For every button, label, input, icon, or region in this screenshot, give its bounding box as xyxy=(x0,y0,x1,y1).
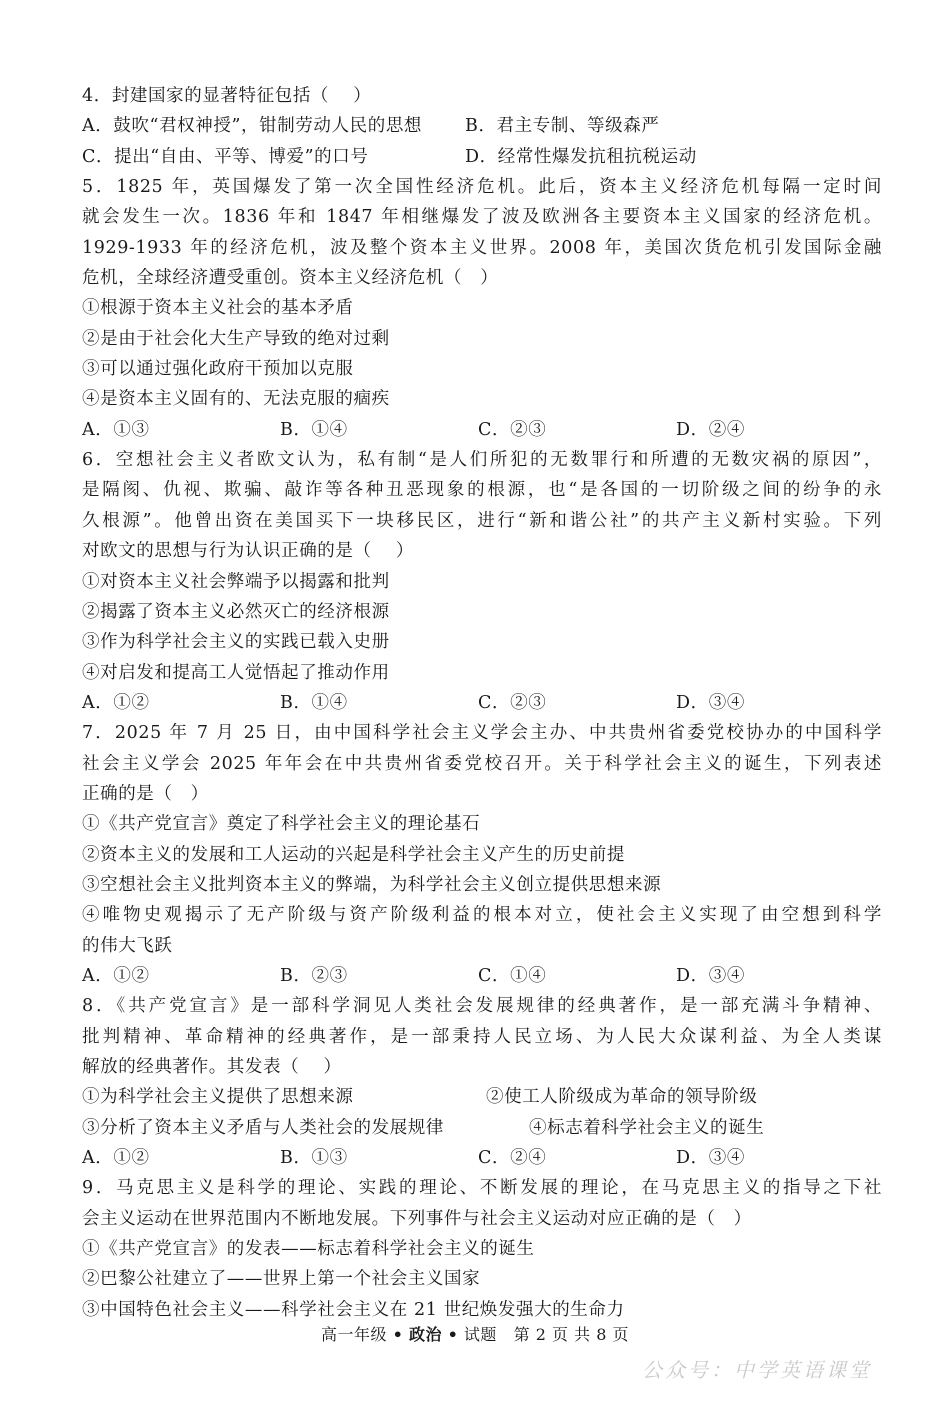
q8-option-a: A．①② xyxy=(82,1148,150,1169)
q7-option-c: C．①④ xyxy=(478,965,547,986)
q6-item-1: ①对资本主义社会弊端予以揭露和批判 xyxy=(82,571,390,592)
exam-page xyxy=(82,81,882,1325)
q7-stem-line-2: 社会主义学会 2025 年年会在中共贵州省委党校召开。关于科学社会主义的诞生，下列表述 xyxy=(82,753,882,774)
q5-stem-line-3: 1929-1933 年的经济危机，波及整个资本主义世界。2008 年，美国次货危机引发国际金融 xyxy=(82,237,882,258)
q7-item-1: ①《共产党宣言》奠定了科学社会主义的理论基石 xyxy=(82,814,481,835)
q5-item-1: ①根源于资本主义社会的基本矛盾 xyxy=(82,298,354,319)
q5-stem-line-1: 5．1825 年，英国爆发了第一次全国性经济危机。此后，资本主义经济危机每隔一定时间 xyxy=(82,177,882,198)
q6-option-a: A．①② xyxy=(82,692,150,713)
q8-option-b: B．①③ xyxy=(280,1148,348,1169)
q4-stem: 4．封建国家的显著特征包括（ ） xyxy=(82,86,372,106)
q8-item-4: ④标志着科学社会主义的诞生 xyxy=(529,1117,765,1138)
page-footer: 高一年级 • 政治 • 试题 第 2 页 共 8 页 xyxy=(321,1325,629,1344)
q6-stem-line-3: 久根源”。他曾出资在美国买下一块移民区，进行“新和谐公社”的共产主义新村实验。下列 xyxy=(82,510,882,531)
q9-item-1: ①《共产党宣言》的发表——标志着科学社会主义的诞生 xyxy=(82,1239,535,1260)
q7-options xyxy=(82,961,882,991)
q6-option-d: D．③④ xyxy=(676,692,745,713)
q8-item-2: ②使工人阶级成为革命的领导阶级 xyxy=(486,1087,758,1108)
q6-stem-line-2: 是隔阂、仇视、欺骗、敲诈等各种丑恶现象的根源，也“是各国的一切阶级之间的纷争的永 xyxy=(82,480,882,501)
q6-options xyxy=(82,688,882,718)
q6-option-c: C．②③ xyxy=(478,692,547,713)
q6-item-3: ③作为科学社会主义的实践已载入史册 xyxy=(82,632,390,653)
q9-item-3: ③中国特色社会主义——科学社会主义在 21 世纪焕发强大的生命力 xyxy=(82,1299,625,1320)
q8-option-d: D．③④ xyxy=(676,1148,745,1169)
q9-stem-line-1: 9．马克思主义是科学的理论、实践的理论、不断发展的理论，在马克思主义的指导之下社 xyxy=(82,1178,882,1199)
q5-stem-line-2: 就会发生一次。1836 年和 1847 年相继爆发了波及欧洲各主要资本主义国家的经济危机。 xyxy=(82,207,882,228)
q8-option-c: C．②④ xyxy=(478,1148,547,1169)
q7-option-d: D．③④ xyxy=(676,965,745,986)
q9-item-2: ②巴黎公社建立了——世界上第一个社会主义国家 xyxy=(82,1269,481,1290)
q8-items-row-2 xyxy=(82,1113,882,1143)
q8-stem-line-1: 8．《共产党宣言》是一部科学洞见人类社会发展规律的经典著作，是一部充满斗争精神、 xyxy=(82,996,882,1017)
q4-option-b: B．君主专制、等级森严 xyxy=(465,116,660,137)
footer-subject: 政治 xyxy=(408,1325,442,1344)
q4-option-a: A．鼓吹“君权神授”，钳制劳动人民的思想 xyxy=(82,116,423,137)
q6-item-4: ④对启发和提高工人觉悟起了推动作用 xyxy=(82,662,390,683)
q8-item-3: ③分析了资本主义矛盾与人类社会的发展规律 xyxy=(82,1117,444,1138)
q7-stem-line-1: 7．2025 年 7 月 25 日，由中国科学社会主义学会主办、中共贵州省委党校协办的中国科学 xyxy=(82,723,882,744)
q4-option-c: C．提出“自由、平等、博爱”的口号 xyxy=(82,146,369,167)
q5-item-3: ③可以通过强化政府干预加以克服 xyxy=(82,359,354,380)
q6-stem-line-4: 对欧文的思想与行为认识正确的是（ ） xyxy=(82,541,414,562)
q7-item-4-cont: 的伟大飞跃 xyxy=(82,935,173,956)
footer-kind: 试题 xyxy=(463,1325,497,1344)
q8-options xyxy=(82,1143,882,1173)
q4-options-row-2 xyxy=(82,142,882,172)
q6-stem-line-1: 6．空想社会主义者欧文认为，私有制“是人们所犯的无数罪行和所遭的无数灾祸的原因”， xyxy=(82,450,882,471)
q7-item-2: ②资本主义的发展和工人运动的兴起是科学社会主义产生的历史前提 xyxy=(82,844,625,865)
q5-option-c: C．②③ xyxy=(478,419,547,440)
q4-options-row-1 xyxy=(82,111,882,141)
q5-option-a: A．①③ xyxy=(82,419,150,440)
q6-option-b: B．①④ xyxy=(280,692,348,713)
q8-items-row-1 xyxy=(82,1082,882,1112)
q9-stem-line-2: 会主义运动在世界范围内不断地发展。下列事件与社会主义运动对应正确的是（ ） xyxy=(82,1208,752,1229)
q5-item-2: ②是由于社会化大生产导致的绝对过剩 xyxy=(82,328,390,349)
q5-option-b: B．①④ xyxy=(280,419,348,440)
q5-item-4: ④是资本主义固有的、无法克服的痼疾 xyxy=(82,389,390,410)
q7-stem-line-3: 正确的是（ ） xyxy=(82,783,209,804)
q5-option-d: D．②④ xyxy=(676,419,745,440)
q4-option-d: D．经常性爆发抗租抗税运动 xyxy=(465,146,697,167)
q5-options xyxy=(82,415,882,445)
q5-stem-line-4: 危机，全球经济遭受重创。资本主义经济危机（ ） xyxy=(82,268,499,289)
q7-option-a: A．①② xyxy=(82,965,150,986)
q7-item-4: ④唯物史观揭示了无产阶级与资产阶级利益的根本对立，使社会主义实现了由空想到科学 xyxy=(82,905,882,926)
q6-item-2: ②揭露了资本主义必然灭亡的经济根源 xyxy=(82,601,390,622)
footer-grade: 高一年级 xyxy=(321,1325,388,1344)
q8-item-1: ①为科学社会主义提供了思想来源 xyxy=(82,1087,354,1108)
q8-stem-line-2: 批判精神、革命精神的经典著作，是一部秉持人民立场、为人民大众谋利益、为全人类谋 xyxy=(82,1026,882,1047)
watermark: 公众号：中学英语课堂 xyxy=(642,1358,872,1382)
footer-page-number: 第 2 页 共 8 页 xyxy=(513,1325,629,1344)
q7-option-b: B．②③ xyxy=(280,965,348,986)
q7-item-3: ③空想社会主义批判资本主义的弊端，为科学社会主义创立提供思想来源 xyxy=(82,874,662,895)
q8-stem-line-3: 解放的经典著作。其发表（ ） xyxy=(82,1057,342,1077)
